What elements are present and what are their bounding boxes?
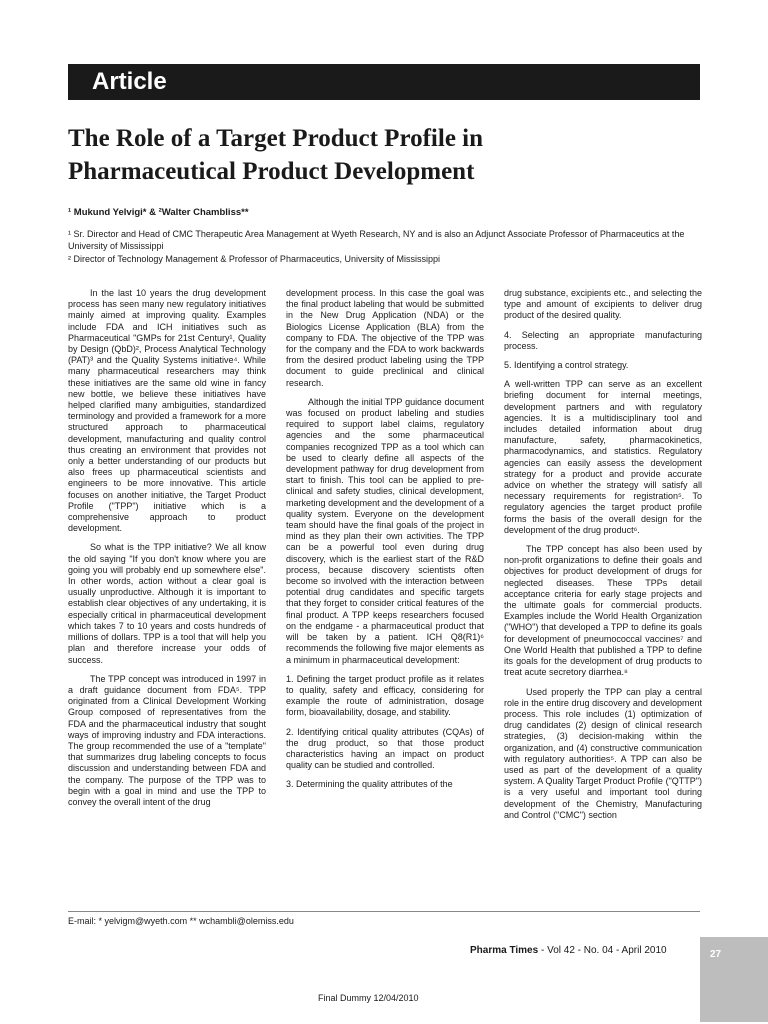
paragraph: The TPP concept has also been used by non-profit organizations to define their goals and objectives for product development of drugs for neglected diseases. These TPPs detail acceptance criteria for early stage projects and the ultimate goals for commercial products. Examples include the World Health Organization ("WHO") that developed a TPP to define its goals for development of pneumococcal vaccines⁷ and One World Health that published a TPP to define its goals for the development of drug products to treat acute secretory diarrhea.⁸	[504, 544, 702, 678]
list-item: 4. Selecting an appropriate manufacturing process.	[504, 329, 702, 351]
author-emails: E-mail: * yelvigm@wyeth.com ** wchambli@olemiss.edu	[68, 916, 294, 926]
column-1	[68, 288, 266, 816]
column-2	[286, 288, 484, 799]
footnote-divider	[68, 911, 700, 912]
paragraph: The TPP concept was introduced in 1997 in a draft guidance document from FDA⁵. TPP originated from a Clinical Development Working Group composed of representatives from the FDA and the pharmaceutical industry that sought ways of improving industry and FDA interactions. The group recommended the use of a "template" that summarizes drug labeling concepts to focus discussion and understanding between FDA and the company. The purpose of the TPP was to begin with a goal in mind and use the TPP to convey the overall intent of the drug	[68, 673, 266, 807]
column-3	[504, 288, 702, 829]
journal-citation	[470, 945, 667, 956]
paragraph: Although the initial TPP guidance document was focused on product labeling and studies required to support label claims, regulatory agencies and the some pharmaceutical companies recognized TPP as a tool which can be used to clearly define all aspects of the development pathway for drug development from start to finish. This tool can be applied to pre-clinical and safety studies, clinical development, marketing development and the development of a quality system. Everyone on the development team should have the final goals of the project in mind as they plan their own activities. The TPP can be a powerful tool even during drug discovery, which is the earliest start of the R&D process, because discovery scientists often become so involved with the interaction between potential drug candidates and specific targets that they forget to consider critical features of the final product. A TPP keeps researchers focused on the endgame - a pharmaceutical product that will be taken by a patient. ICH Q8(R1)⁶ recommends the following five major elements as a minimum in pharmaceutical development:	[286, 396, 484, 665]
affiliation-1: ¹ Sr. Director and Head of CMC Therapeutic Area Management at Wyeth Research, NY and is also an Adjunct Associate Professor of Pharmaceutics at the University of Mississippi	[68, 229, 685, 251]
list-item: drug substance, excipients etc., and selecting the type and amount of excipients to deliver drug product of the desired quality.	[504, 288, 702, 321]
affiliation-2: ² Director of Technology Management & Professor of Pharmaceutics, University of Mississippi	[68, 254, 440, 264]
title-line-2: Pharmaceutical Product Development	[68, 158, 475, 185]
list-item: 3. Determining the quality attributes of the	[286, 779, 453, 790]
print-note: Final Dummy 12/04/2010	[318, 993, 419, 1003]
paragraph: Used properly the TPP can play a central role in the entire drug discovery and development process. This role includes (1) optimization of drug candidates (2) design of clinical research strategies, (3) decision-making within the organization, and (4) constructive communication with regulatory authorities⁵. A TPP can also be used as part of the development of a quality system. A Quality Target Product Profile ("QTTP") is a very useful and important tool during development of the Chemistry, Manufacturing and Control ("CMC") section	[504, 686, 702, 820]
article-title	[68, 122, 708, 188]
page-number-box	[700, 937, 768, 1022]
title-line-1: The Role of a Target Product Profile in	[68, 125, 484, 152]
section-label: Article	[92, 68, 167, 95]
authors: ¹ Mukund Yelvigi* & ²Walter Chambliss**	[68, 207, 249, 218]
list-item: 5. Identifying a control strategy.	[504, 360, 629, 371]
journal-name: Pharma Times	[470, 945, 539, 956]
journal-issue: - Vol 42 - No. 04 - April 2010	[538, 945, 667, 956]
paragraph: development process. In this case the goal was the final product labeling that would be submitted in the New Drug Application (NDA) or the Biologics License Application (BLA) from the company to FDA. The objective of the TPP was for the company and the FDA to work backwards from the desired product labeling using the TPP document to guide preclinical and clinical research.	[286, 288, 484, 388]
paragraph: A well-written TPP can serve as an excellent briefing document for internal meetings, development partners and with regulatory agencies. It is a multidisciplinary tool and includes detailed information about drug manufacture, safety, pharmacokinetics, pharmacodynamics, and statistics. Regulatory agencies can easily assess the development strategy for a product and provide accurate advice on whether the strategy will satisfy all necessary requirements for registration⁵. To regulatory agencies the target product profile forms the basis of the overall design for the development of the drug product⁶.	[504, 379, 702, 535]
list-item: 2. Identifying critical quality attributes (CQAs) of the drug product, so that those product characteristics having an impact on product quality can be studied and controlled.	[286, 726, 484, 771]
page-number: 27	[710, 949, 722, 960]
section-banner	[68, 64, 700, 100]
paragraph: In the last 10 years the drug development process has seen many new regulatory initiatives mainly aimed at improving quality. Examples include FDA and ICH initiatives such as Pharmaceutical "GMPs for 21st Century¹, Quality by Design (QbD)², Process Analytical Technology (PAT)³ and the Quality Systems initiative⁴. While many pharmaceutical researchers may think these initiatives are the same old wine in fancy new bottle, we believe these initiatives have helped clarified many ambiguities, standardized terminology and provided a framework for a more structured approach to pharmaceutical development, manufacturing and quality control thus creating an environment that provides not only a better understanding of our products but also frees up pharmaceutical scientists and engineers to be more innovative. This article focuses on another initiative, the Target Product Profile ("TPP") initiative which is a comprehensive approach to product development.	[68, 288, 266, 534]
paragraph: So what is the TPP initiative? We all know the old saying "If you don't know where you are going you will probably end up somewhere else". In other words, action without a clear goal is usually unproductive. Although it is important to establish clear objectives of any undertaking, it is especially critical in pharmaceutical development which takes 7 to 10 years and costs hundreds of millions of dollars. TPP is a tool that will help you plan and therefore increase your odds of success.	[68, 542, 266, 665]
list-item: 1. Defining the target product profile as it relates to quality, safety and efficacy, considering for example the route of administration, dosage form, bioavailability, dosage, and stability.	[286, 673, 484, 718]
